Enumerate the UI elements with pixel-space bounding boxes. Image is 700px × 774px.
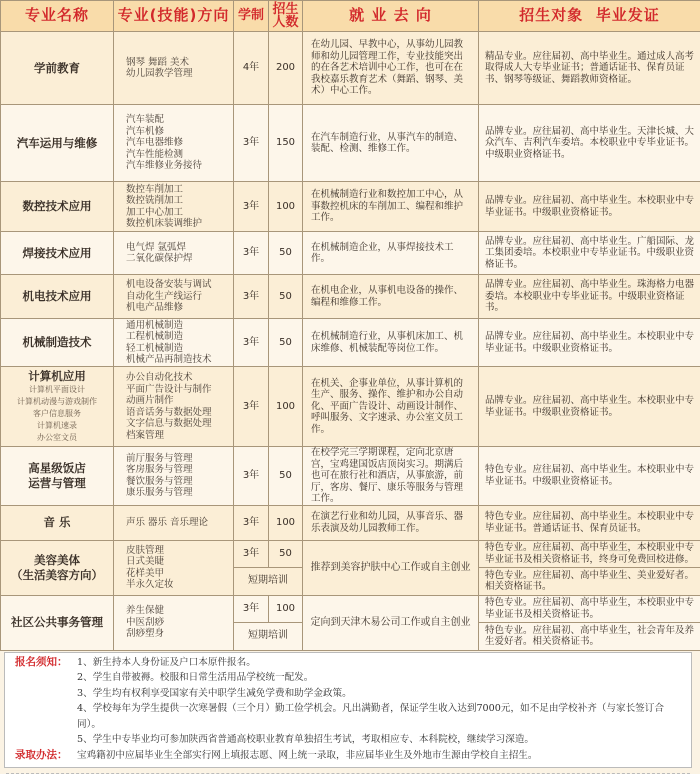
header-target: 招生对象 毕业发证	[479, 1, 700, 32]
major-name: 机械制造技术	[1, 319, 114, 367]
direction: 养生保健 中医刮痧 刮痧塑身	[114, 595, 234, 650]
table-row	[1, 367, 700, 447]
header-employment: 就 业 去 向	[303, 1, 479, 32]
major-name-cell	[1, 367, 114, 447]
target: 特色专业。应往届初、高中毕业生。本校职业中专毕业证书。普通话证书、保育员证书。	[479, 505, 700, 540]
target: 精品专业。应往届初、高中毕业生。通过成人高考取得成人大专毕业证书；普通话证书、保育员证书、钢琴等级证、舞蹈教师资格证。	[479, 32, 700, 105]
admission-label: 录取办法：	[15, 748, 77, 764]
employment: 在机关、企事业单位，从事计算机的生产、服务、操作、维护和办公自动化、平面广告设计、动画设计制作、呼叫服务、文字速录、办公室文员工作。	[303, 367, 479, 447]
employment: 在校学完三学期课程，定向北京唐宫，宝鸡建国饭店顶岗实习。期满后也可在旅行社和酒店，从事旅游，前厅，客房、餐厅、康乐等服务与管理工作。	[303, 447, 479, 506]
major-name: 美容美体 （生活美容方向）	[1, 540, 114, 595]
table-row	[1, 447, 700, 506]
table-row	[1, 540, 700, 567]
target: 品牌专业。应往届初、高中毕业生。天津长城、大众汽车、吉利汽车委培。本校职业中专毕业证书。中级职业资格证书。	[479, 105, 700, 182]
quota: 150	[269, 105, 303, 182]
employment: 在机械制造企业，从事焊接技术工作。	[303, 232, 479, 275]
duration: 3年	[234, 540, 269, 567]
direction: 电气焊 氩弧焊 二氧化碳保护焊	[114, 232, 234, 275]
duration: 3年	[234, 595, 269, 622]
employment: 在机电企业，从事机电设备的操作、编程和维修工作。	[303, 275, 479, 319]
major-name: 计算机应用	[28, 369, 86, 383]
duration: 3年	[234, 232, 269, 275]
duration: 3年	[234, 105, 269, 182]
note-item: 3、学生均有权利享受国家有关中职学生减免学费和助学金政策。	[77, 686, 352, 702]
header-major: 专业名称	[1, 1, 114, 32]
header-quota: 招生 人数	[269, 1, 303, 32]
table-row	[1, 232, 700, 275]
target: 品牌专业。应往届初、高中毕业生。本校职业中专毕业证书。中级职业资格证书。	[479, 367, 700, 447]
quota: 50	[269, 275, 303, 319]
target: 特色专业。应往届初、高中毕业生。本校职业中专毕业证书。中级职业资格证书。	[479, 447, 700, 506]
target: 品牌专业。应往届初、高中毕业生。广船国际、龙工集团委培。本校职业中专毕业证书。中级职业资格证书。	[479, 232, 700, 275]
employment: 在演艺行业和幼儿园，从事音乐、器乐表演及幼儿园教师工作。	[303, 505, 479, 540]
quota: 50	[269, 540, 303, 567]
table-row	[1, 319, 700, 367]
table-header	[1, 1, 700, 32]
quota: 200	[269, 32, 303, 105]
major-name: 学前教育	[1, 32, 114, 105]
direction: 前厅服务与管理 客房服务与管理 餐饮服务与管理 康乐服务与管理	[114, 447, 234, 506]
note-item: 2、学生自带被褥。校服和日常生活用品学校统一配发。	[77, 670, 313, 686]
major-name: 社区公共事务管理	[1, 595, 114, 650]
employment: 定向到天津木易公司工作或自主创业	[303, 595, 479, 650]
employment: 在汽车制造行业，从事汽车的制造、装配、检测、维修工作。	[303, 105, 479, 182]
quota: 100	[269, 367, 303, 447]
direction: 声乐 器乐 音乐理论	[114, 505, 234, 540]
direction: 汽车装配 汽车机修 汽车电器维修 汽车性能检测 汽车维修业务接待	[114, 105, 234, 182]
target: 品牌专业。应往届初、高中毕业生。珠海格力电器委培。本校职业中专毕业证书。中级职业资格证书。	[479, 275, 700, 319]
major-name: 焊接技术应用	[1, 232, 114, 275]
quota: 100	[269, 182, 303, 232]
note-item: 1、新生持本人身份证及户口本原件报名。	[77, 655, 256, 671]
admission-text: 宝鸡籍初中应届毕业生全部实行网上填报志愿、网上统一录取，非应届毕业生及外地市生源由学校自主招生。	[77, 748, 538, 764]
target: 品牌专业。应往届初、高中毕业生。本校职业中专毕业证书。中级职业资格证书。	[479, 182, 700, 232]
direction: 办公自动化技术 平面广告设计与制作 动画片制作 语音话务与数据处理 文字信息与数据处理 档案管理	[114, 367, 234, 447]
quota: 100	[269, 505, 303, 540]
major-sub-list: 计算机平面设计 计算机动漫与游戏制作 客户信息服务 计算机速录 办公室文员	[5, 384, 109, 444]
short-training: 短期培训	[234, 567, 303, 595]
duration: 3年	[234, 182, 269, 232]
duration: 4年	[234, 32, 269, 105]
table-row	[1, 505, 700, 540]
major-name: 音 乐	[1, 505, 114, 540]
employment: 推荐到美容护肤中心工作或自主创业	[303, 540, 479, 595]
duration: 3年	[234, 275, 269, 319]
duration: 3年	[234, 367, 269, 447]
table-row	[1, 32, 700, 105]
direction: 数控车削加工 数控铣削加工 加工中心加工 数控机床装调维护	[114, 182, 234, 232]
duration: 3年	[234, 505, 269, 540]
duration: 3年	[234, 319, 269, 367]
notes-box	[4, 652, 692, 768]
header-duration: 学制	[234, 1, 269, 32]
direction: 机电设备安装与调试 自动化生产线运行 机电产品维修	[114, 275, 234, 319]
short-training: 短期培训	[234, 622, 303, 650]
major-name: 机电技术应用	[1, 275, 114, 319]
quota: 50	[269, 319, 303, 367]
target-regular: 特色专业。应往届初、高中毕业生，本校职业中专毕业证书及相关资格证书，终身可免费回校进修。	[479, 540, 700, 567]
major-name: 高星级饭店 运营与管理	[1, 447, 114, 506]
direction: 皮肤管理 日式美睫 花样美甲 半永久定妆	[114, 540, 234, 595]
direction: 通用机械制造 工程机械制造 轻工机械制造 机械产品再制造技术	[114, 319, 234, 367]
major-name: 数控技术应用	[1, 182, 114, 232]
target-regular: 特色专业。应往届初、高中毕业生，本校职业中专毕业证书及相关资格证书。	[479, 595, 700, 622]
header-direction: 专业(技能)方向	[114, 1, 234, 32]
table-row	[1, 105, 700, 182]
quota: 50	[269, 447, 303, 506]
major-name: 汽车运用与维修	[1, 105, 114, 182]
employment: 在幼儿园、早教中心，从事幼儿园教师和幼儿园管理工作，专业技能突出的在各艺术培训中心工作，也可在在我校嘉乐教育艺术（舞蹈、钢琴、美术）中心工作。	[303, 32, 479, 105]
table-row	[1, 595, 700, 622]
quota: 50	[269, 232, 303, 275]
duration: 3年	[234, 447, 269, 506]
target-short: 特色专业。应往届初、高中毕业生，社会青年及养生爱好者。相关资格证书。	[479, 622, 700, 650]
quota: 100	[269, 595, 303, 622]
target-short: 特色专业。应往届初、高中毕业生、美业爱好者。相关资格证书。	[479, 567, 700, 595]
employment: 在机械制造行业和数控加工中心，从事数控机床的车削加工、编程和维护工作。	[303, 182, 479, 232]
table-row	[1, 275, 700, 319]
table-row	[1, 182, 700, 232]
note-item: 4、学校每年为学生提供一次寒暑假（三个月）勤工俭学机会。凡出满勤者，保证学生收入达到7000元，如不足由学校补齐（与家长签订合同）。	[77, 701, 691, 732]
note-item: 5、学生中专毕业均可参加陕西省普通高校职业教育单独招生考试，考取相应专、本科院校，继续学习深造。	[77, 732, 534, 748]
notes-label: 报名须知：	[15, 655, 77, 671]
target: 品牌专业。应往届初、高中毕业生。本校职业中专毕业证书。中级职业资格证书。	[479, 319, 700, 367]
employment: 在机械制造行业，从事机床加工、机床维修、机械装配等岗位工作。	[303, 319, 479, 367]
direction: 钢琴 舞蹈 美术 幼儿园教学管理	[114, 32, 234, 105]
